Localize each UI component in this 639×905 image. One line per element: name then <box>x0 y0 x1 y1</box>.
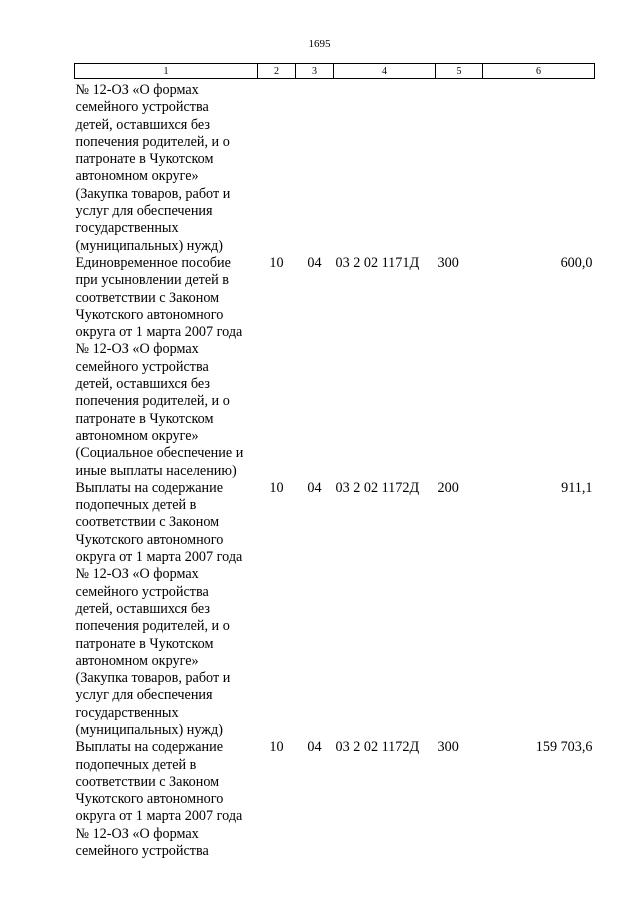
row-section: 10 <box>269 479 284 496</box>
row-expense-type: 300 <box>437 254 459 271</box>
row-amount <box>483 79 595 255</box>
column-header: 6 <box>483 64 595 79</box>
budget-table <box>74 63 595 860</box>
row-section: 10 <box>269 739 284 756</box>
row-target-code <box>334 79 436 255</box>
row-description: Единовременное пособие при усыновлении детей в соответствии с Законом Чукотского автономного округа от 1 марта 2007 года № 12-ОЗ «О формах семейного устройства детей, оставшихся без попечения родителей, и о патронате в Чукотском автономном округе» (Социальное обеспечение и иные выплаты населению) <box>75 254 244 479</box>
table-header-row <box>75 64 595 79</box>
row-subsection <box>296 79 334 255</box>
row-amount: 159 703,6 <box>535 739 593 756</box>
row-section: 10 <box>269 254 284 271</box>
table-row <box>75 255 595 480</box>
row-expense-type: 200 <box>437 479 459 496</box>
row-subsection: 04 <box>307 479 322 496</box>
row-description: Выплаты на содержание подопечных детей в соответствии с Законом Чукотского автономного округа от 1 марта 2007 года № 12-ОЗ «О формах семейного устройства детей, оставшихся без попечения родителей, и о патронате в Чукотском автономном округе» (Закупка товаров, работ и услуг для обеспечения государственных (муниципальных) нужд) <box>75 479 243 738</box>
row-target-code: 03 2 02 1172Д <box>335 739 420 756</box>
row-target-code: 03 2 02 1172Д <box>335 479 420 496</box>
column-header: 3 <box>296 64 334 79</box>
row-description: № 12-ОЗ «О формах семейного устройства детей, оставшихся без попечения родителей, и о патронате в Чукотском автономном округе» (Закупка товаров, работ и услуг для обеспечения государственных (муниципальных) нужд) <box>75 82 231 254</box>
row-amount: 911,1 <box>561 479 593 496</box>
table-row <box>75 79 595 255</box>
column-header: 5 <box>436 64 483 79</box>
table-row <box>75 480 595 739</box>
row-expense-type <box>436 79 483 255</box>
row-target-code: 03 2 02 1171Д <box>335 254 420 271</box>
column-header: 2 <box>258 64 296 79</box>
row-amount: 600,0 <box>560 254 593 271</box>
row-subsection: 04 <box>307 254 322 271</box>
column-header: 1 <box>75 64 258 79</box>
row-subsection: 04 <box>307 739 322 756</box>
row-section <box>258 79 296 255</box>
page-number: 1695 <box>308 38 331 50</box>
table-row <box>75 739 595 860</box>
column-header: 4 <box>334 64 436 79</box>
row-description: Выплаты на содержание подопечных детей в соответствии с Законом Чукотского автономного округа от 1 марта 2007 года № 12-ОЗ «О формах семейного устройства <box>75 739 243 860</box>
row-expense-type: 300 <box>437 739 459 756</box>
